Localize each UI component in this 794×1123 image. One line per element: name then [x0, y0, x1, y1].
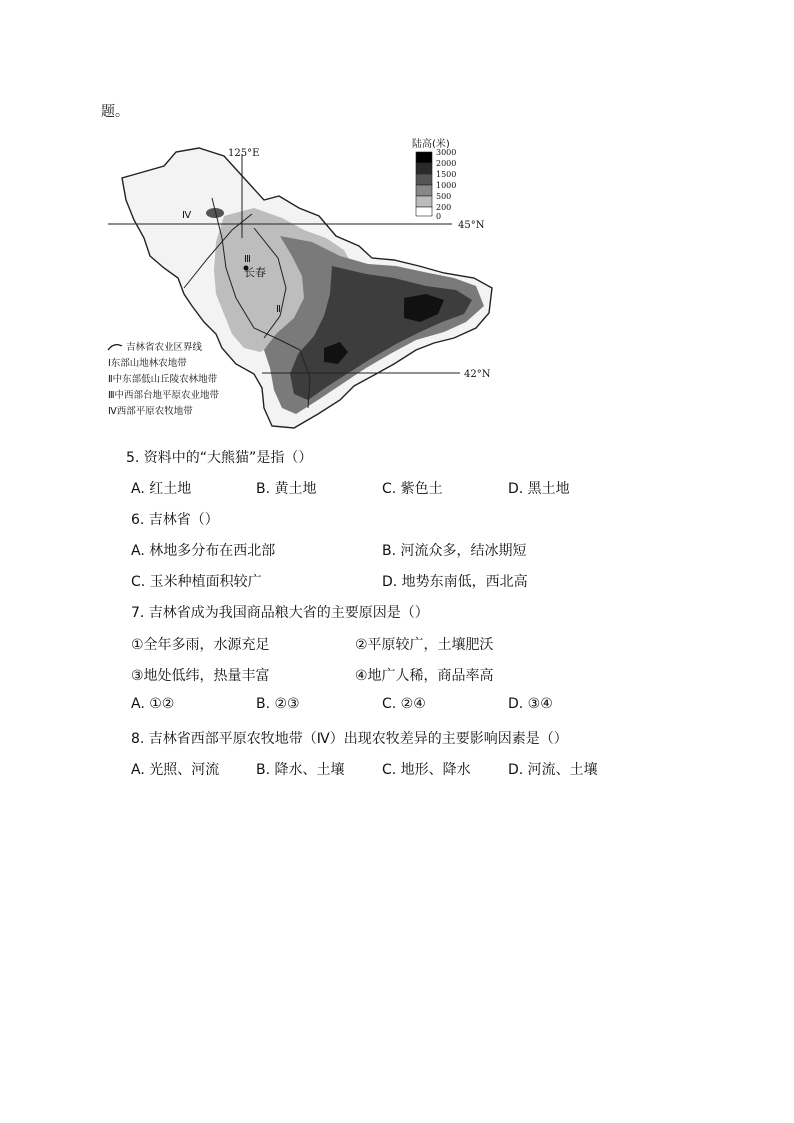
legend-level: 200 — [436, 203, 452, 212]
question-6-option-c[interactable]: C. 玉米种植面积较广 — [131, 574, 262, 590]
zone-legend-item: Ⅲ中西部台地平原农业地带 — [108, 390, 220, 401]
region-label-iii: Ⅲ — [244, 254, 251, 265]
zone-legend-item: Ⅱ中东部低山丘陵农林地带 — [108, 374, 218, 385]
question-8-option-d[interactable]: D. 河流、土壤 — [508, 762, 598, 778]
legend-level: 1000 — [436, 181, 457, 190]
question-8-option-c[interactable]: C. 地形、降水 — [382, 762, 471, 778]
question-5-option-c[interactable]: C. 紫色土 — [382, 481, 443, 497]
question-5-option-b[interactable]: B. 黄土地 — [256, 481, 317, 497]
legend-title: 陆高(米) — [412, 139, 450, 150]
lead-text: 题。 — [101, 104, 129, 120]
zone-legend-line-label: 吉林省农业区界线 — [126, 342, 203, 353]
question-5-stem: 5. 资料中的“大熊猫”是指（） — [126, 450, 313, 466]
legend-level: 1500 — [436, 170, 457, 179]
legend-level: 2000 — [436, 159, 457, 168]
question-8-stem: 8. 吉林省西部平原农牧地带（Ⅳ）出现农牧差异的主要影响因素是（） — [131, 731, 568, 747]
question-7-statement-1: ①全年多雨，水源充足 — [131, 637, 270, 653]
legend-level: 0 — [436, 212, 442, 221]
question-5-option-d[interactable]: D. 黑土地 — [508, 481, 570, 497]
question-8-option-a[interactable]: A. 光照、河流 — [131, 762, 220, 778]
legend-swatch-1000 — [416, 185, 432, 196]
question-7-option-a[interactable]: A. ①② — [131, 696, 175, 712]
region-label-iv: Ⅳ — [182, 210, 192, 221]
question-7-statement-3: ③地处低纬，热量丰富 — [131, 668, 270, 684]
parallel-45n-label: 45°N — [458, 220, 485, 231]
question-7-option-c[interactable]: C. ②④ — [382, 696, 426, 712]
jilin-elevation-map — [104, 138, 496, 430]
parallel-42n-label: 42°N — [464, 369, 491, 380]
question-6-option-d[interactable]: D. 地势东南低，西北高 — [382, 574, 528, 590]
legend-swatch-3000 — [416, 152, 432, 163]
question-6-option-a[interactable]: A. 林地多分布在西北部 — [131, 543, 276, 559]
question-7-statement-2: ②平原较广，土壤肥沃 — [355, 637, 494, 653]
question-7-stem: 7. 吉林省成为我国商品粮大省的主要原因是（） — [131, 605, 429, 621]
legend-swatch-500 — [416, 196, 432, 207]
zone-legend-item: Ⅳ西部平原农牧地带 — [108, 406, 193, 417]
question-6-option-b[interactable]: B. 河流众多，结冰期短 — [382, 543, 527, 559]
question-5-option-a[interactable]: A. 红土地 — [131, 481, 192, 497]
legend-swatch-1500 — [416, 174, 432, 185]
question-7-option-d[interactable]: D. ③④ — [508, 696, 553, 712]
question-8-option-b[interactable]: B. 降水、土壤 — [256, 762, 345, 778]
legend-swatch-200 — [416, 207, 432, 216]
boundary-legend-line — [108, 345, 122, 350]
city-label: 长春 — [244, 266, 266, 279]
legend-level: 500 — [436, 192, 452, 201]
question-6-stem: 6. 吉林省（） — [131, 512, 219, 528]
question-7-statement-4: ④地广人稀，商品率高 — [355, 668, 494, 684]
meridian-label: 125°E — [228, 148, 260, 159]
zone-legend-item: Ⅰ东部山地林农地带 — [108, 358, 187, 369]
region-label-ii: Ⅱ — [276, 304, 281, 315]
legend-swatch-2000 — [416, 163, 432, 174]
legend-level: 3000 — [436, 148, 457, 157]
question-7-option-b[interactable]: B. ②③ — [256, 696, 300, 712]
